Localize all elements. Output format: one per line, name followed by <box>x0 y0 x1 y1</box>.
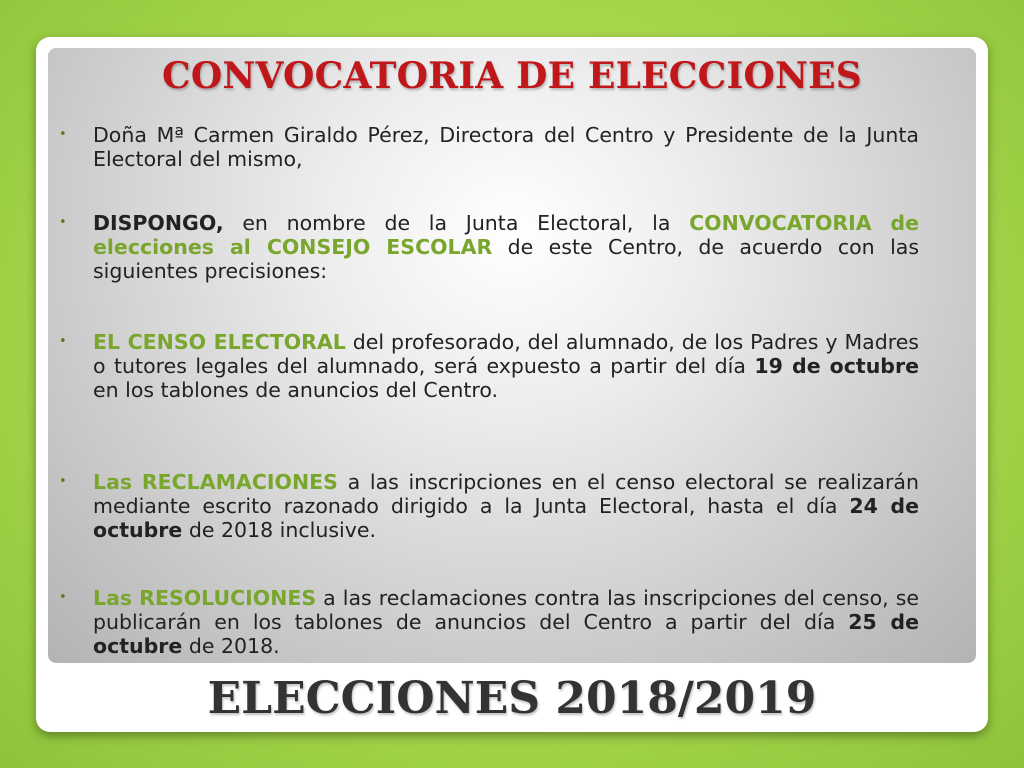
bullet-item-reclamaciones <box>93 470 919 542</box>
bullet-text <box>872 211 891 235</box>
bullet-text: a las inscripciones en el censo electoral se realizarán mediante escrito razonado dirigido a la Junta Electoral, hasta el día <box>93 470 919 518</box>
dispongo-label: DISPONGO, <box>93 211 224 235</box>
resoluciones-label: RESOLUCIONES <box>139 586 317 610</box>
reclamaciones-label: RECLAMACIONES <box>141 470 338 494</box>
bullet-text: a las reclamaciones contra las inscripciones del censo, se publicarán en los tablones de anuncios del Centro a partir del día <box>93 586 919 634</box>
slide-card <box>36 37 988 732</box>
las-label: Las <box>93 470 133 494</box>
bullet-item-censo <box>93 330 919 402</box>
las-label: Las <box>93 586 133 610</box>
content-panel <box>48 48 976 663</box>
bullet-text: de 2018. <box>182 634 280 658</box>
bullet-text: de este Centro, de acuerdo con las siguientes precisiones: <box>93 235 920 283</box>
slide-title: CONVOCATORIA DE ELECCIONES <box>162 55 862 97</box>
bullet-text: en los tablones de anuncios del Centro. <box>93 378 499 402</box>
bullet-item-director <box>93 123 919 171</box>
convocatoria-label: CONVOCATORIA <box>689 211 872 235</box>
bullet-text: Doña Mª Carmen Giraldo Pérez, Directora del Centro y Presidente de la Junta Electoral del mismo, <box>93 123 919 171</box>
censo-date: 19 de octubre <box>754 354 919 378</box>
bullet-text: en nombre de la Junta Electoral, la <box>223 211 690 235</box>
consejo-escolar-label: de elecciones al CONSEJO ESCOLAR <box>93 211 919 259</box>
slide-footer-title: ELECCIONES 2018/2019 <box>207 673 817 724</box>
bullet-item-dispongo <box>93 211 919 283</box>
reclamaciones-date: 24 de octubre <box>93 494 920 542</box>
bullet-text: del profesorado, del alumnado, de los Padres y Madres o tutores legales del alumnado, será expuesto a partir del día <box>93 330 919 378</box>
censo-label: EL CENSO ELECTORAL <box>93 330 346 354</box>
resoluciones-date: 25 de octubre <box>93 610 919 658</box>
bullet-text: de 2018 inclusive. <box>182 518 376 542</box>
bullet-item-resoluciones <box>93 586 919 658</box>
